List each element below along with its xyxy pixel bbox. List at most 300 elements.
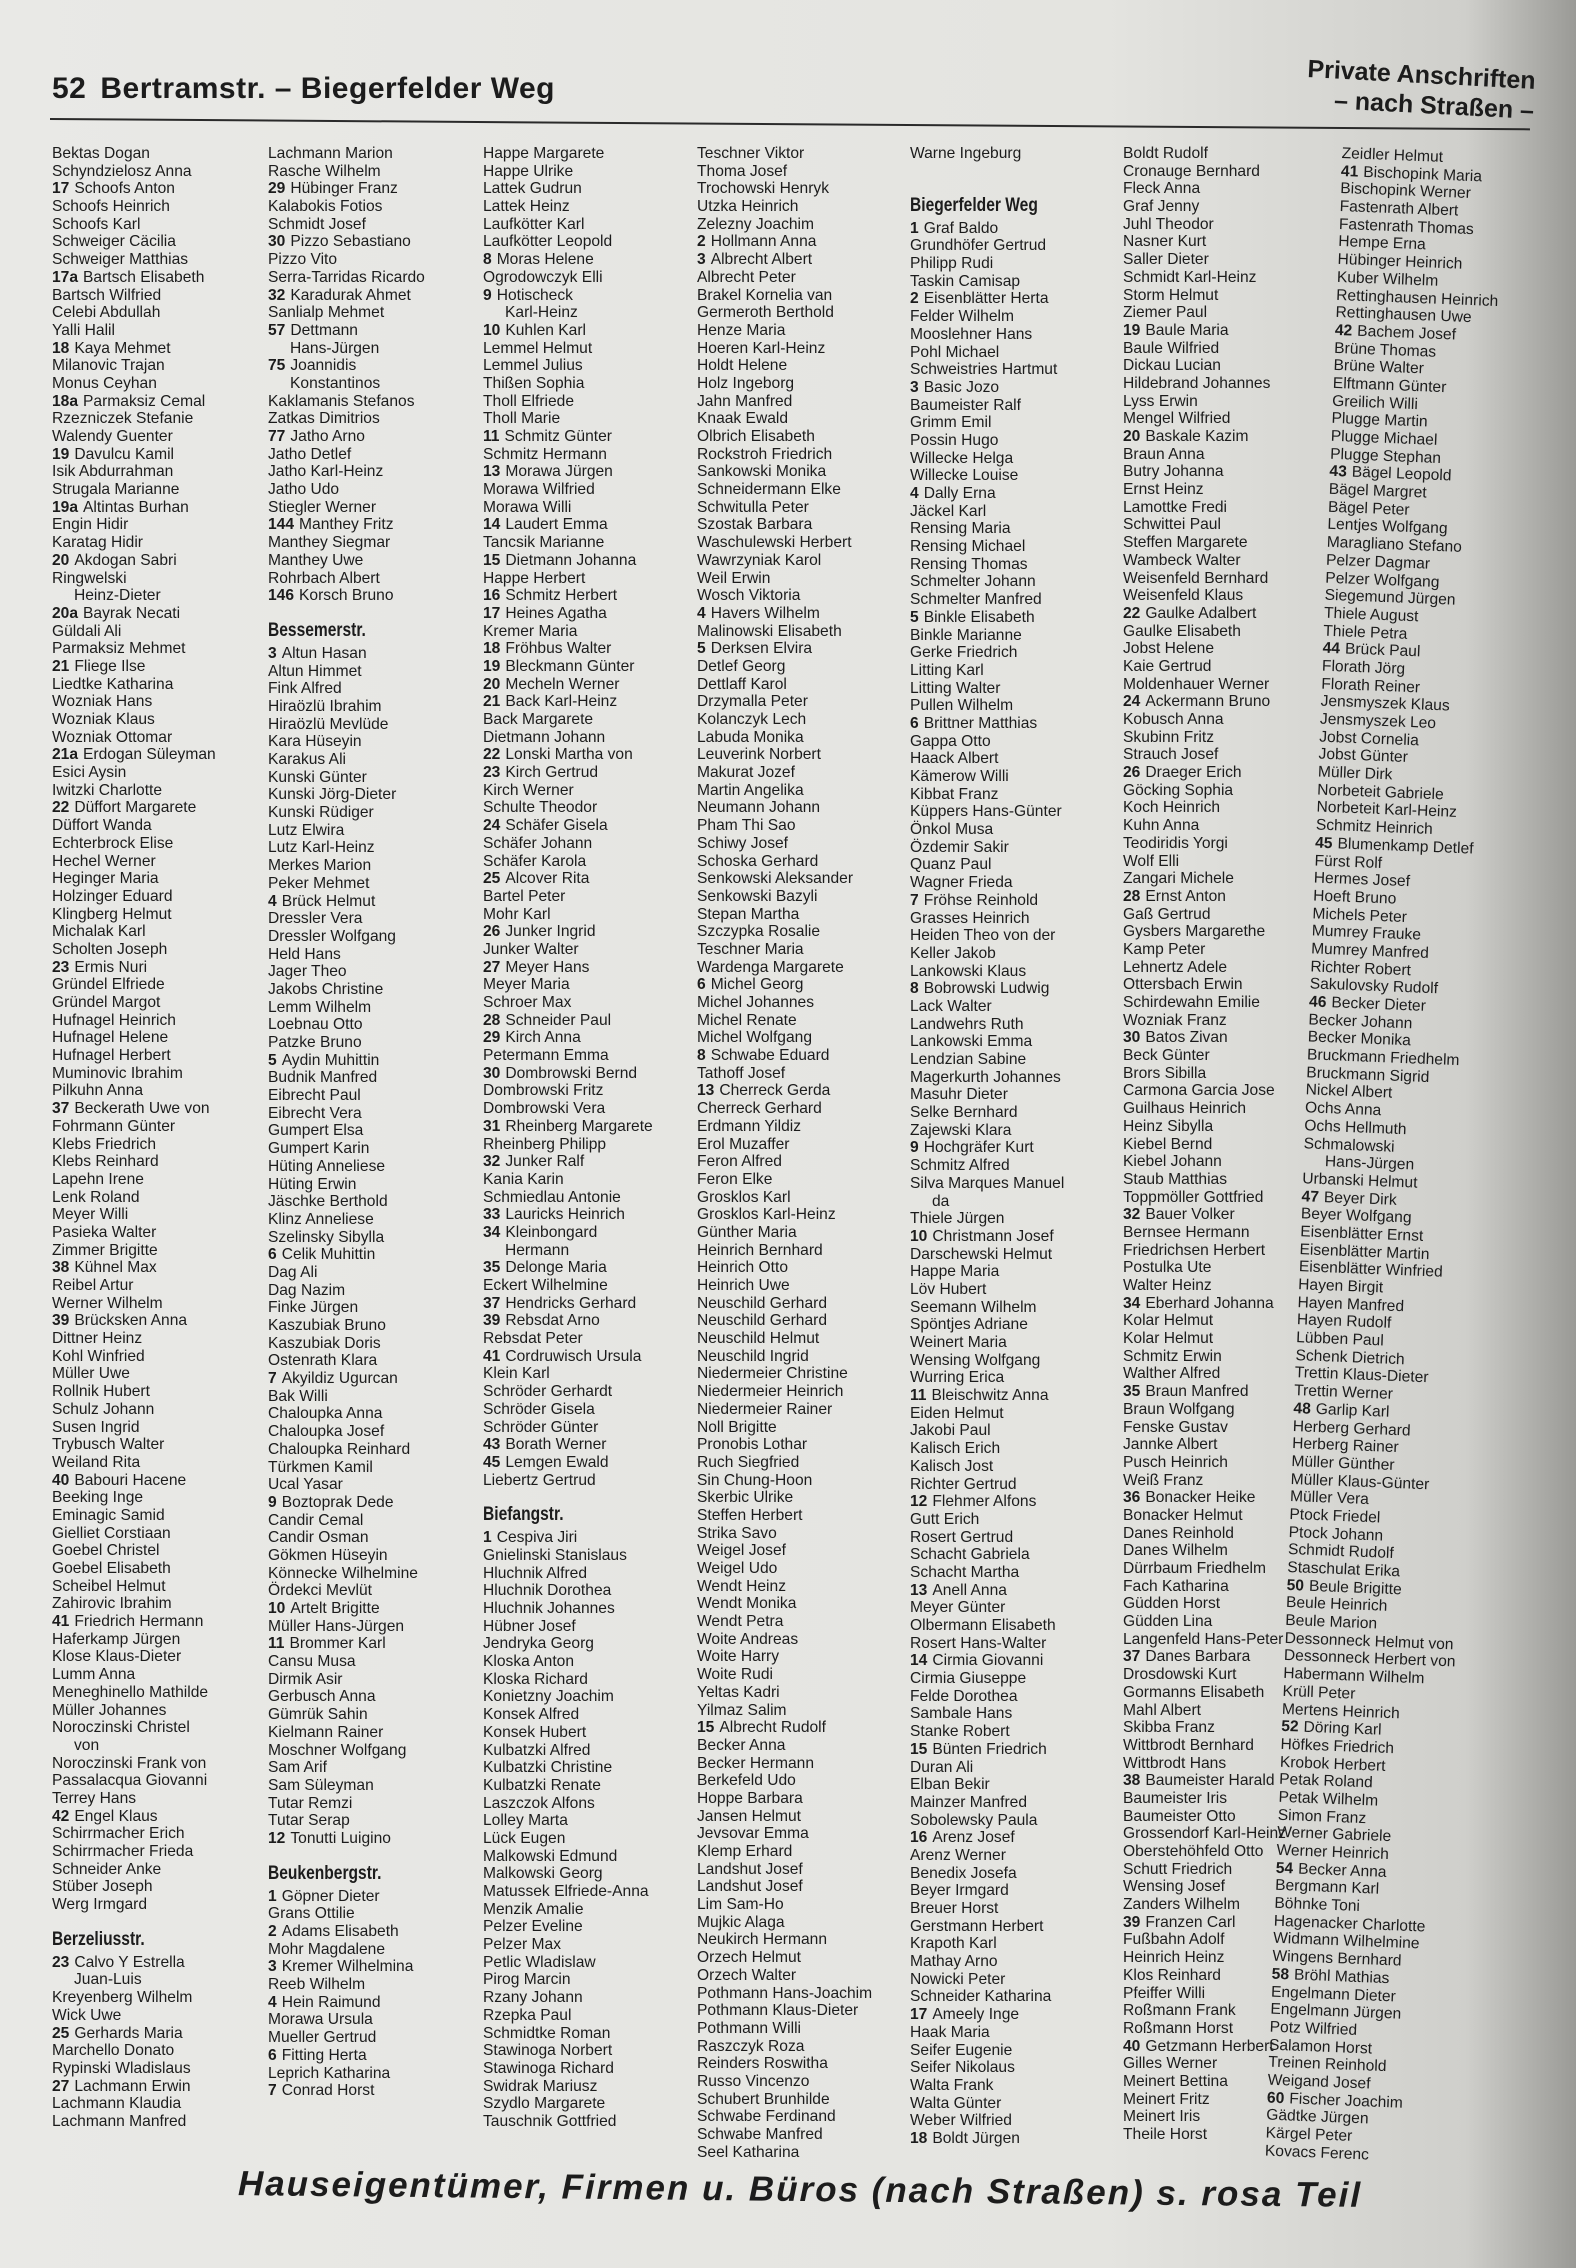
resident-entry: Happe Margarete	[483, 145, 605, 162]
resident-entry: Laufkötter Leopold	[483, 233, 613, 251]
resident-entry: Staschulat Erika	[1287, 1558, 1401, 1581]
resident-entry: Engelmann Dieter	[1270, 1983, 1397, 2005]
section-subtitle: – nach Straßen –	[1333, 86, 1535, 125]
house-number: 46	[1308, 993, 1327, 1012]
resident-entry: 6 Fitting Herta	[268, 2046, 367, 2064]
resident-entry: Kulbatzki Christine	[483, 1759, 613, 1777]
resident-entry: 40 Getzmann Herbert	[1123, 2037, 1274, 2055]
resident-entry: Ogrodowczyk Elli	[483, 268, 603, 286]
resident-entry: Schoofs Karl	[52, 215, 141, 233]
resident-entry: 3 Albrecht Albert	[697, 251, 813, 269]
house-number: 1	[483, 1529, 492, 1547]
resident-entry: Zeidler Helmut	[1341, 145, 1444, 166]
resident-entry: Jensmyszek Klaus	[1320, 692, 1450, 715]
resident-entry: Herberg Gerhard	[1292, 1417, 1411, 1440]
resident-entry: Philipp Rudi	[910, 255, 994, 273]
resident-entry: Kunski Jörg-Dieter	[268, 786, 397, 804]
resident-entry: Senkowski Bazyli	[697, 887, 818, 905]
resident-entry: Gerstmann Herbert	[910, 1917, 1044, 1935]
resident-entry: Petermann Emma	[483, 1047, 609, 1065]
resident-entry: Lachmann Klaudia	[52, 2095, 182, 2113]
resident-entry: 43 Borath Werner	[483, 1436, 607, 1454]
resident-entry: 26 Draeger Erich	[1123, 764, 1242, 782]
house-number: 16	[910, 1829, 928, 1847]
resident-entry: Waschulewski Herbert	[697, 534, 852, 552]
resident-entry: Hufnagel Heinrich	[52, 1011, 176, 1029]
resident-entry: Mumrey Frauke	[1311, 922, 1422, 944]
resident-entry: Lück Eugen	[483, 1829, 566, 1847]
resident-entry: Meinert Bettina	[1123, 2072, 1228, 2090]
resident-entry: Mainzer Manfred	[910, 1793, 1027, 1811]
resident-entry: Germeroth Berthold	[697, 304, 834, 322]
resident-entry: Sin Chung-Hoon	[697, 1471, 813, 1489]
resident-entry: Lyss Erwin	[1123, 392, 1198, 410]
resident-entry: Grundhöfer Gertrud	[910, 237, 1047, 255]
house-number: 12	[268, 1829, 286, 1847]
resident-entry: Dag Nazim	[268, 1281, 346, 1299]
resident-entry: Oberstehöhfeld Otto	[1123, 1843, 1264, 1860]
resident-entry: Strugala Marianne	[52, 481, 180, 499]
resident-entry: Dag Ali	[268, 1263, 318, 1281]
resident-entry: Sambale Hans	[910, 1705, 1013, 1723]
resident-entry: Schmitz Hermann	[483, 445, 607, 463]
resident-entry: Lemm Wilhelm	[268, 998, 372, 1016]
resident-entry: Kania Karin	[483, 1170, 564, 1188]
house-number: 13	[697, 1082, 715, 1100]
resident-entry: 31 Rheinberg Margarete	[483, 1117, 653, 1135]
resident-entry: Mengel Wilfried	[1123, 410, 1231, 428]
street-heading: Biegerfelder Weg	[910, 194, 1038, 216]
resident-entry: Szczypka Rosalie	[697, 923, 821, 941]
resident-entry: Hempe Erna	[1337, 233, 1427, 254]
house-number: 13	[483, 463, 501, 481]
resident-entry: Noll Brigitte	[697, 1418, 777, 1436]
resident-entry: Michel Johannes	[697, 994, 815, 1011]
resident-entry: Karatag Hidir	[52, 534, 144, 552]
resident-entry: Teodiridis Yorgi	[1123, 834, 1228, 852]
house-number: 35	[1123, 1383, 1141, 1401]
house-number: 34	[483, 1223, 501, 1241]
resident-entry: 27 Meyer Hans	[483, 958, 590, 976]
resident-entry: Taskin Camisap	[910, 272, 1021, 290]
resident-entry: Darschewski Helmut	[910, 1245, 1053, 1263]
house-number: 39	[483, 1312, 501, 1330]
resident-entry: Woite Andreas	[697, 1630, 799, 1648]
resident-entry: Fastenrath Thomas	[1338, 215, 1475, 238]
house-number: 2	[697, 233, 706, 251]
resident-entry: Dietmann Johann	[483, 728, 606, 746]
resident-entry: Schulz Johann	[52, 1400, 155, 1418]
resident-entry: 5 Aydin Muhittin	[268, 1051, 380, 1069]
house-number: 23	[52, 958, 70, 976]
resident-entry: 77 Jatho Arno	[268, 428, 365, 445]
resident-entry: Lehnertz Adele	[1123, 958, 1228, 976]
resident-entry: Laufkötter Karl	[483, 215, 585, 233]
resident-entry: Hufnagel Helene	[52, 1029, 169, 1047]
resident-entry: Bonacker Helmut	[1123, 1506, 1243, 1524]
resident-entry: Scholten Joseph	[52, 940, 168, 958]
resident-entry: 26 Junker Ingrid	[483, 923, 596, 941]
house-number: 28	[1123, 887, 1141, 905]
resident-entry: Heginger Maria	[52, 870, 159, 888]
house-number: 52	[1280, 1718, 1299, 1736]
house-number: 9	[910, 1139, 919, 1157]
resident-entry: Patzke Bruno	[268, 1034, 362, 1051]
resident-entry: Fach Katharina	[1123, 1577, 1229, 1595]
resident-entry: Ringwelski	[52, 569, 127, 587]
resident-entry: 50 Beule Brigitte	[1286, 1576, 1403, 1599]
house-number: 12	[910, 1493, 928, 1511]
house-number: 40	[1123, 2037, 1141, 2055]
resident-entry: Martin Angelika	[697, 781, 804, 799]
house-number: 15	[697, 1719, 715, 1737]
resident-entry: 33 Lauricks Heinrich	[483, 1206, 625, 1224]
resident-entry: Dettlaff Karol	[697, 675, 787, 693]
resident-entry: Litting Walter	[910, 679, 1001, 697]
resident-entry: Potz Wilfried	[1269, 2018, 1358, 2039]
resident-entry: Lendzian Sabine	[910, 1051, 1027, 1068]
house-number: 17a	[52, 268, 79, 286]
resident-entry: Sakulovsky Rudolf	[1309, 975, 1439, 998]
resident-entry: Reibel Artur	[52, 1277, 134, 1294]
resident-entry: Klein Karl	[483, 1365, 550, 1383]
resident-entry: Lack Walter	[910, 997, 992, 1015]
resident-entry: Lutz Elwira	[268, 821, 345, 839]
resident-entry: Hermes Josef	[1313, 869, 1411, 891]
resident-entry: 18 Boldt Jürgen	[910, 2129, 1020, 2147]
resident-entry: Mahl Albert	[1123, 1701, 1202, 1719]
resident-entry: Bergmann Karl	[1274, 1877, 1380, 1899]
house-number: 34	[1123, 1294, 1141, 1312]
resident-entry: Michel Renate	[697, 1011, 797, 1029]
resident-entry: Trettin Werner	[1293, 1382, 1394, 1403]
house-number: 3	[910, 378, 919, 396]
resident-entry: Schyndzielosz Anna	[52, 162, 192, 180]
resident-entry: Sankowski Monika	[697, 463, 827, 481]
resident-entry: Gädtke Jürgen	[1265, 2106, 1369, 2128]
resident-entry: Jevsovar Emma	[697, 1825, 809, 1843]
resident-entry: Cherreck Gerhard	[697, 1100, 822, 1118]
entry-continuation: Juan-Luis	[74, 1971, 142, 1989]
resident-entry: Mueller Gertrud	[268, 2029, 377, 2047]
resident-entry: Plugge Stephan	[1329, 445, 1442, 467]
resident-entry: Weigel Josef	[697, 1542, 786, 1560]
resident-entry: Weisenfeld Bernhard	[1123, 569, 1269, 587]
resident-entry: Monus Ceyhan	[52, 374, 157, 392]
resident-entry: Rensing Michael	[910, 538, 1026, 556]
resident-entry: Hiraözlü Mevlüde	[268, 715, 389, 733]
resident-entry: Bägel Peter	[1327, 498, 1410, 519]
resident-entry: Schoofs Heinrich	[52, 198, 170, 216]
resident-entry: Heiden Theo von der	[910, 927, 1056, 945]
resident-entry: Düffort Wanda	[52, 817, 152, 835]
resident-entry: Lenk Roland	[52, 1188, 140, 1206]
resident-entry: Orzech Walter	[697, 1966, 797, 1984]
resident-entry: 32 Karadurak Ahmet	[268, 286, 411, 304]
resident-entry: Walter Heinz	[1123, 1277, 1212, 1294]
resident-entry: Bartsch Wilfried	[52, 286, 162, 304]
resident-entry: Eisenblätter Ernst	[1299, 1223, 1424, 1245]
resident-entry: 8 Bobrowski Ludwig	[910, 980, 1050, 998]
resident-entry: Grans Ottilie	[268, 1905, 355, 1923]
resident-entry: 9 Boztoprak Dede	[268, 1493, 394, 1511]
resident-entry: Lattek Gudrun	[483, 180, 582, 198]
house-number: 9	[483, 286, 492, 304]
resident-entry: Schoska Gerhard	[697, 852, 819, 870]
resident-entry: Klebs Friedrich	[52, 1135, 156, 1153]
resident-entry: Fink Alfred	[268, 680, 342, 698]
resident-entry: Heinrich Bernhard	[697, 1241, 823, 1259]
resident-entry: 17 Ameely Inge	[910, 2006, 1020, 2024]
resident-entry: Kunski Rüdiger	[268, 804, 374, 822]
resident-entry: Neuschild Ingrid	[697, 1347, 809, 1365]
resident-entry: Schenk Dietrich	[1295, 1346, 1405, 1369]
resident-entry: Rensing Thomas	[910, 555, 1028, 573]
resident-entry: Warne Ingeburg	[910, 145, 1022, 162]
resident-entry: Rosert Hans-Walter	[910, 1634, 1047, 1652]
resident-entry: Baumeister Ralf	[910, 396, 1021, 414]
resident-entry: Quanz Paul	[910, 856, 992, 874]
resident-entry: Wardenga Margarete	[697, 958, 844, 976]
resident-entry: 38 Baumeister Harald	[1123, 1772, 1275, 1790]
resident-entry: 18a Parmaksiz Cemal	[52, 392, 206, 410]
resident-entry: Manthey Uwe	[268, 551, 364, 569]
house-number: 7	[268, 1370, 277, 1388]
resident-entry: Saller Dieter	[1123, 251, 1209, 269]
house-number: 20	[483, 675, 501, 693]
resident-entry: Beyer Irmgard	[910, 1882, 1009, 1900]
house-number: 32	[483, 1153, 501, 1171]
resident-entry: Tutar Serap	[268, 1812, 350, 1830]
resident-entry: Weinert Maria	[910, 1334, 1007, 1351]
resident-entry: 29 Hübinger Franz	[268, 180, 398, 198]
house-number: 4	[268, 892, 277, 910]
resident-entry: 16 Arenz Josef	[910, 1829, 1015, 1847]
resident-entry: 18 Kaya Mehmet	[52, 339, 171, 357]
house-number: 30	[483, 1064, 501, 1082]
resident-entry: Müller Klaus-Günter	[1290, 1470, 1430, 1493]
resident-entry: Chaloupka Josef	[268, 1423, 385, 1441]
resident-entry: Rohrbach Albert	[268, 569, 380, 587]
house-number: 22	[483, 746, 501, 764]
resident-entry: Landshut Josef	[697, 1860, 803, 1878]
resident-entry: Türkmen Kamil	[268, 1458, 373, 1476]
resident-entry: Richter Gertrud	[910, 1475, 1017, 1493]
resident-entry: Fohrmann Günter	[52, 1117, 176, 1135]
house-number: 18a	[52, 392, 79, 410]
resident-entry: Ucal Yasar	[268, 1476, 343, 1494]
resident-entry: Schmidtke Roman	[483, 2024, 611, 2042]
resident-entry: Günther Maria	[697, 1223, 797, 1241]
resident-entry: 5 Binkle Elisabeth	[910, 608, 1035, 626]
resident-entry: Jobst Helene	[1123, 640, 1215, 658]
resident-entry: 75 Joannidis	[268, 357, 357, 375]
resident-entry: Tathoff Josef	[697, 1064, 786, 1082]
resident-entry: Tholl Elfriede	[483, 392, 575, 410]
resident-entry: 19 Bleckmann Günter	[483, 657, 635, 675]
section-title: Private Anschriften	[1306, 55, 1536, 95]
resident-entry: Lumm Anna	[52, 1666, 136, 1684]
resident-entry: Beyer Wolfgang	[1300, 1205, 1412, 1227]
resident-entry: Lutz Karl-Heinz	[268, 839, 375, 857]
resident-entry: Schirdewahn Emilie	[1123, 994, 1260, 1011]
resident-entry: Mathay Arno	[910, 1953, 998, 1971]
resident-entry: Seifer Eugenie	[910, 2041, 1013, 2059]
resident-entry: Meinert Iris	[1123, 2108, 1201, 2126]
resident-entry: Serra-Tarridas Ricardo	[268, 268, 425, 286]
house-number: 6	[268, 1246, 277, 1264]
house-number: 19	[1123, 321, 1141, 339]
resident-entry: Krobok Herbert	[1279, 1753, 1386, 1775]
resident-entry: Gysbers Margarethe	[1123, 923, 1266, 941]
resident-entry: 14 Cirmia Giovanni	[910, 1652, 1044, 1670]
resident-entry: Zanders Wilhelm	[1123, 1896, 1240, 1914]
resident-entry: Eminagic Samid	[52, 1506, 165, 1524]
resident-entry: Haak Maria	[910, 2023, 990, 2041]
resident-entry: Pirog Marcin	[483, 1971, 571, 1989]
house-number: 30	[1123, 1029, 1141, 1047]
resident-entry: Hiraözlü Ibrahim	[268, 697, 382, 715]
resident-entry: 8 Moras Helene	[483, 251, 594, 269]
resident-entry: Matussek Elfriede-Anna	[483, 1883, 649, 1900]
resident-entry: Löv Hubert	[910, 1280, 987, 1298]
resident-entry: Schmalowski	[1303, 1134, 1395, 1156]
resident-entry: 19 Baule Maria	[1123, 321, 1229, 339]
resident-entry: Berkefeld Udo	[697, 1772, 796, 1790]
resident-entry: Seemann Wilhelm	[910, 1298, 1037, 1316]
resident-entry: 20 Akdogan Sabri	[52, 551, 177, 569]
resident-entry: 38 Kühnel Max	[52, 1259, 157, 1277]
resident-entry: Hayen Rudolf	[1296, 1311, 1392, 1333]
resident-entry: Weigand Josef	[1267, 2071, 1371, 2093]
resident-entry: Zimmer Brigitte	[52, 1241, 158, 1259]
resident-entry: 39 Rebsdat Arno	[483, 1312, 600, 1330]
house-number: 8	[910, 980, 919, 998]
resident-entry: 7 Fröhse Reinhold	[910, 891, 1039, 909]
resident-entry: Seel Katharina	[697, 2143, 800, 2161]
resident-entry: Höfkes Friedrich	[1280, 1735, 1395, 1758]
resident-entry: Carmona Garcia Jose	[1123, 1082, 1275, 1100]
resident-entry: Schneidermann Elke	[697, 481, 841, 499]
resident-entry: Duran Ali	[910, 1758, 974, 1776]
resident-entry: Morawa Willi	[483, 498, 572, 516]
resident-entry: Kuhn Anna	[1123, 817, 1200, 835]
resident-entry: Roßmann Frank	[1123, 2002, 1236, 2020]
resident-entry: Kalisch Erich	[910, 1440, 1001, 1458]
resident-entry: Isik Abdurrahman	[52, 463, 174, 481]
entry-continuation: Hans-Jürgen	[290, 339, 380, 357]
resident-entry: Heinrich Heinz	[1123, 1949, 1225, 1967]
house-number: 7	[268, 2082, 277, 2100]
house-number: 11	[268, 1635, 285, 1653]
resident-entry: Pilkuhn Anna	[52, 1082, 144, 1100]
resident-entry: 3 Kremer Wilhelmina	[268, 1958, 414, 1976]
resident-entry: Haferkamp Jürgen	[52, 1630, 181, 1648]
resident-entry: Altun Himmet	[268, 662, 362, 680]
resident-entry: Echterbrock Elise	[52, 834, 174, 852]
resident-entry: Walther Alfred	[1123, 1365, 1221, 1383]
resident-entry: 35 Delonge Maria	[483, 1259, 607, 1277]
resident-entry: Simon Franz	[1277, 1806, 1367, 1827]
resident-entry: Wawrzyniak Karol	[697, 551, 822, 569]
resident-entry: Tholl Marie	[483, 410, 561, 428]
resident-entry: Fleck Anna	[1123, 180, 1201, 198]
resident-entry: Sanlialp Mehmet	[268, 304, 385, 322]
resident-entry: Ochs Hellmuth	[1304, 1117, 1407, 1139]
resident-entry: Neukirch Hermann	[697, 1931, 827, 1949]
resident-entry: Becker Monika	[1307, 1028, 1412, 1050]
resident-entry: Petlic Wladislaw	[483, 1953, 596, 1971]
resident-entry: Norbeteit Gabriele	[1316, 781, 1445, 804]
resident-entry: Liedtke Katharina	[52, 675, 174, 693]
resident-entry: Dessonneck Helmut von	[1284, 1629, 1454, 1654]
resident-entry: Konsek Hubert	[483, 1723, 587, 1741]
resident-entry: 1 Cespiva Jiri	[483, 1529, 578, 1547]
resident-entry: 30 Batos Zivan	[1123, 1029, 1228, 1047]
entry-continuation: da	[932, 1192, 950, 1210]
resident-entry: Mumrey Manfred	[1310, 940, 1430, 962]
resident-entry: Treinen Reinhold	[1268, 2053, 1387, 2076]
resident-entry: 23 Kirch Gertrud	[483, 764, 599, 782]
resident-entry: 6 Michel Georg	[697, 976, 804, 994]
resident-entry: Kibbat Franz	[910, 785, 999, 803]
resident-entry: Stüber Joseph	[52, 1878, 153, 1896]
resident-entry: Hechel Werner	[52, 852, 156, 870]
resident-entry: Ptock Friedel	[1289, 1505, 1381, 1527]
resident-entry: Weil Erwin	[697, 569, 771, 587]
resident-entry: Meinert Fritz	[1123, 2090, 1210, 2108]
resident-entry: 7 Akyildiz Ugurcan	[268, 1370, 398, 1388]
resident-entry: Ochs Anna	[1304, 1099, 1382, 1120]
resident-entry: Beule Marion	[1284, 1611, 1378, 1633]
resident-entry: Becker Hermann	[697, 1754, 814, 1772]
house-number: 27	[483, 958, 501, 976]
resident-entry: Kunski Günter	[268, 768, 367, 786]
resident-entry: Könnecke Wilhelmine	[268, 1564, 418, 1582]
resident-entry: Willecke Helga	[910, 449, 1014, 467]
resident-entry: Wingens Bernhard	[1272, 1947, 1402, 1970]
resident-entry: Küppers Hans-Günter	[910, 803, 1062, 821]
resident-entry: 4 Havers Wilhelm	[697, 604, 820, 622]
resident-entry: Grasses Heinrich	[910, 909, 1030, 927]
resident-entry: Elftmann Günter	[1332, 374, 1447, 397]
resident-entry: Klemp Erhard	[697, 1843, 793, 1860]
resident-entry: Strika Savo	[697, 1524, 777, 1542]
resident-entry: Felder Wilhelm	[910, 308, 1014, 326]
resident-entry: Happe Herbert	[483, 569, 586, 587]
resident-entry: Beeking Inge	[52, 1489, 144, 1507]
resident-entry: Schacht Martha	[910, 1563, 1020, 1581]
resident-entry: Laszczok Alfons	[483, 1794, 595, 1812]
house-number: 37	[1123, 1648, 1141, 1666]
resident-entry: Toppmöller Gottfried	[1123, 1188, 1264, 1206]
house-number: 43	[483, 1436, 501, 1454]
resident-entry: Florath Reiner	[1320, 675, 1421, 697]
house-number: 29	[268, 180, 286, 198]
house-number: 10	[268, 1600, 286, 1617]
resident-entry: Bruckmann Friedhelm	[1306, 1046, 1460, 1070]
resident-entry: 4 Brück Helmut	[268, 892, 376, 910]
resident-entry: Schröder Gisela	[483, 1400, 595, 1418]
resident-entry: 32 Junker Ralf	[483, 1153, 585, 1171]
resident-entry: 18 Fröhbus Walter	[483, 640, 612, 658]
resident-entry: Meyer Willi	[52, 1206, 129, 1224]
resident-entry: Dessonneck Herbert von	[1283, 1647, 1456, 1671]
resident-entry: Lachmann Manfred	[52, 2112, 187, 2130]
house-number: 17	[52, 180, 70, 198]
resident-entry: Pelzer Max	[483, 1936, 561, 1954]
resident-entry: Graf Jenny	[1123, 198, 1200, 216]
